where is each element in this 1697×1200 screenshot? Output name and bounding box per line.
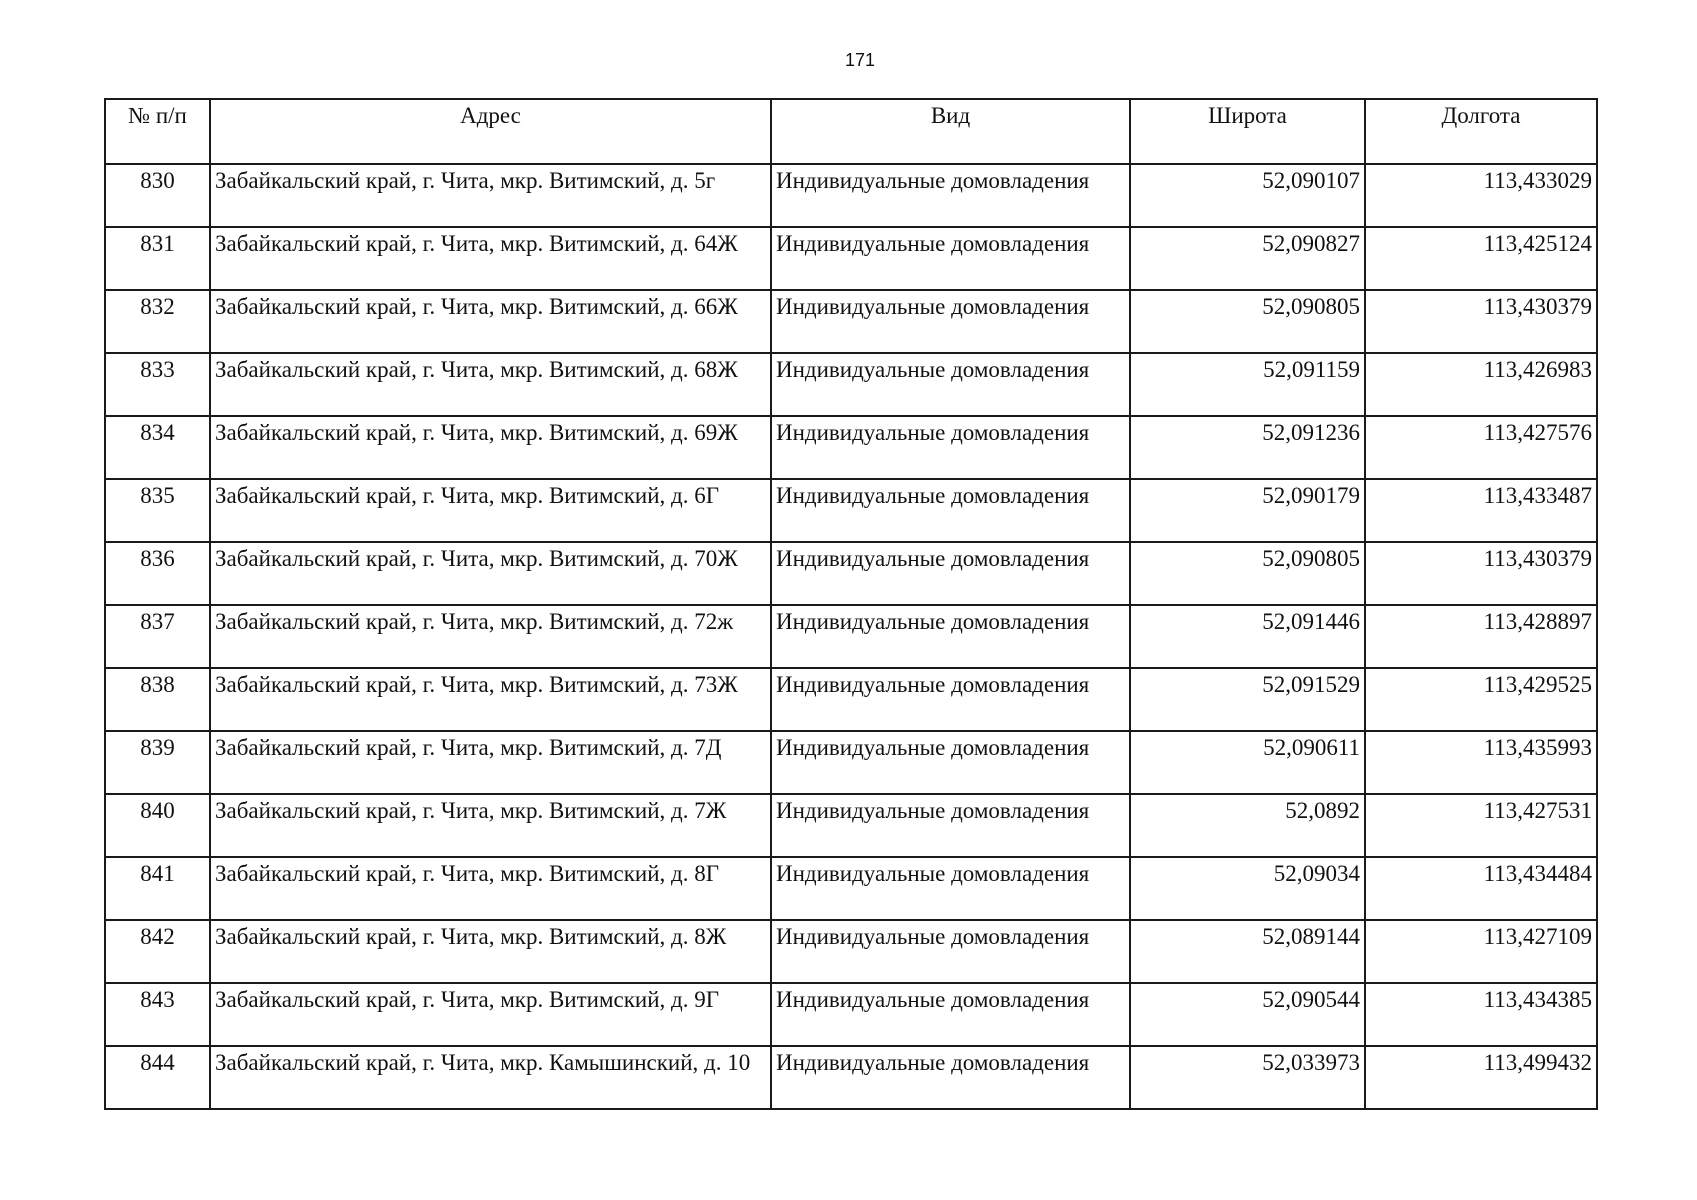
table-row (105, 1046, 1597, 1109)
table-row (105, 353, 1597, 416)
row-latitude: 52,09034 (1130, 857, 1365, 920)
row-latitude: 52,091236 (1130, 416, 1365, 479)
row-address: Забайкальский край, г. Чита, мкр. Витимский, д. 69Ж (210, 416, 771, 479)
row-kind: Индивидуальные домовладения (771, 605, 1130, 668)
row-latitude: 52,089144 (1130, 920, 1365, 983)
row-kind: Индивидуальные домовладения (771, 542, 1130, 605)
row-number: 833 (105, 353, 210, 416)
row-address: Забайкальский край, г. Чита, мкр. Витимский, д. 66Ж (210, 290, 771, 353)
row-latitude: 52,090107 (1130, 164, 1365, 227)
row-address: Забайкальский край, г. Чита, мкр. Витимский, д. 72ж (210, 605, 771, 668)
row-address: Забайкальский край, г. Чита, мкр. Камышинский, д. 10 (210, 1046, 771, 1109)
row-address: Забайкальский край, г. Чита, мкр. Витимский, д. 7Ж (210, 794, 771, 857)
row-longitude: 113,434385 (1365, 983, 1597, 1046)
row-latitude: 52,090544 (1130, 983, 1365, 1046)
row-latitude: 52,090611 (1130, 731, 1365, 794)
address-table (104, 98, 1598, 1110)
row-number: 830 (105, 164, 210, 227)
header-latitude: Широта (1130, 99, 1365, 164)
row-kind: Индивидуальные домовладения (771, 290, 1130, 353)
row-longitude: 113,433487 (1365, 479, 1597, 542)
row-latitude: 52,090805 (1130, 290, 1365, 353)
row-number: 832 (105, 290, 210, 353)
row-number: 842 (105, 920, 210, 983)
row-kind: Индивидуальные домовладения (771, 794, 1130, 857)
row-number: 834 (105, 416, 210, 479)
row-kind: Индивидуальные домовладения (771, 920, 1130, 983)
row-kind: Индивидуальные домовладения (771, 416, 1130, 479)
header-longitude: Долгота (1365, 99, 1597, 164)
row-longitude: 113,428897 (1365, 605, 1597, 668)
row-longitude: 113,426983 (1365, 353, 1597, 416)
row-address: Забайкальский край, г. Чита, мкр. Витимский, д. 73Ж (210, 668, 771, 731)
table-row (105, 479, 1597, 542)
table-row (105, 920, 1597, 983)
page-number: 171 (844, 50, 876, 70)
row-number: 831 (105, 227, 210, 290)
table-body (105, 164, 1597, 1109)
row-kind: Индивидуальные домовладения (771, 857, 1130, 920)
row-latitude: 52,091446 (1130, 605, 1365, 668)
row-number: 843 (105, 983, 210, 1046)
row-longitude: 113,430379 (1365, 542, 1597, 605)
row-number: 840 (105, 794, 210, 857)
row-latitude: 52,091529 (1130, 668, 1365, 731)
row-kind: Индивидуальные домовладения (771, 164, 1130, 227)
row-address: Забайкальский край, г. Чита, мкр. Витимский, д. 9Г (210, 983, 771, 1046)
row-kind: Индивидуальные домовладения (771, 479, 1130, 542)
row-number: 837 (105, 605, 210, 668)
table-row (105, 983, 1597, 1046)
row-kind: Индивидуальные домовладения (771, 227, 1130, 290)
header-row (105, 99, 1597, 164)
table-row (105, 857, 1597, 920)
table-row (105, 605, 1597, 668)
row-longitude: 113,499432 (1365, 1046, 1597, 1109)
table-header (105, 99, 1597, 164)
row-kind: Индивидуальные домовладения (771, 668, 1130, 731)
row-address: Забайкальский край, г. Чита, мкр. Витимский, д. 70Ж (210, 542, 771, 605)
table-row (105, 794, 1597, 857)
row-longitude: 113,429525 (1365, 668, 1597, 731)
row-number: 835 (105, 479, 210, 542)
header-kind: Вид (771, 99, 1130, 164)
row-number: 838 (105, 668, 210, 731)
row-address: Забайкальский край, г. Чита, мкр. Витимский, д. 7Д (210, 731, 771, 794)
table-row (105, 416, 1597, 479)
row-longitude: 113,427109 (1365, 920, 1597, 983)
table-row (105, 668, 1597, 731)
row-latitude: 52,0892 (1130, 794, 1365, 857)
row-latitude: 52,090179 (1130, 479, 1365, 542)
row-number: 841 (105, 857, 210, 920)
row-address: Забайкальский край, г. Чита, мкр. Витимский, д. 8Г (210, 857, 771, 920)
row-kind: Индивидуальные домовладения (771, 731, 1130, 794)
table-row (105, 227, 1597, 290)
row-latitude: 52,090805 (1130, 542, 1365, 605)
header-address: Адрес (210, 99, 771, 164)
table-row (105, 290, 1597, 353)
row-latitude: 52,033973 (1130, 1046, 1365, 1109)
row-number: 839 (105, 731, 210, 794)
row-longitude: 113,434484 (1365, 857, 1597, 920)
row-address: Забайкальский край, г. Чита, мкр. Витимский, д. 8Ж (210, 920, 771, 983)
row-longitude: 113,433029 (1365, 164, 1597, 227)
row-address: Забайкальский край, г. Чита, мкр. Витимский, д. 68Ж (210, 353, 771, 416)
row-latitude: 52,091159 (1130, 353, 1365, 416)
row-longitude: 113,430379 (1365, 290, 1597, 353)
row-kind: Индивидуальные домовладения (771, 353, 1130, 416)
row-address: Забайкальский край, г. Чита, мкр. Витимский, д. 5г (210, 164, 771, 227)
table-row (105, 542, 1597, 605)
row-longitude: 113,425124 (1365, 227, 1597, 290)
row-number: 844 (105, 1046, 210, 1109)
row-address: Забайкальский край, г. Чита, мкр. Витимский, д. 6Г (210, 479, 771, 542)
row-number: 836 (105, 542, 210, 605)
row-address: Забайкальский край, г. Чита, мкр. Витимский, д. 64Ж (210, 227, 771, 290)
row-latitude: 52,090827 (1130, 227, 1365, 290)
row-longitude: 113,427576 (1365, 416, 1597, 479)
header-number: № п/п (105, 99, 210, 164)
row-longitude: 113,427531 (1365, 794, 1597, 857)
row-kind: Индивидуальные домовладения (771, 1046, 1130, 1109)
table-row (105, 731, 1597, 794)
row-kind: Индивидуальные домовладения (771, 983, 1130, 1046)
row-longitude: 113,435993 (1365, 731, 1597, 794)
table-row (105, 164, 1597, 227)
